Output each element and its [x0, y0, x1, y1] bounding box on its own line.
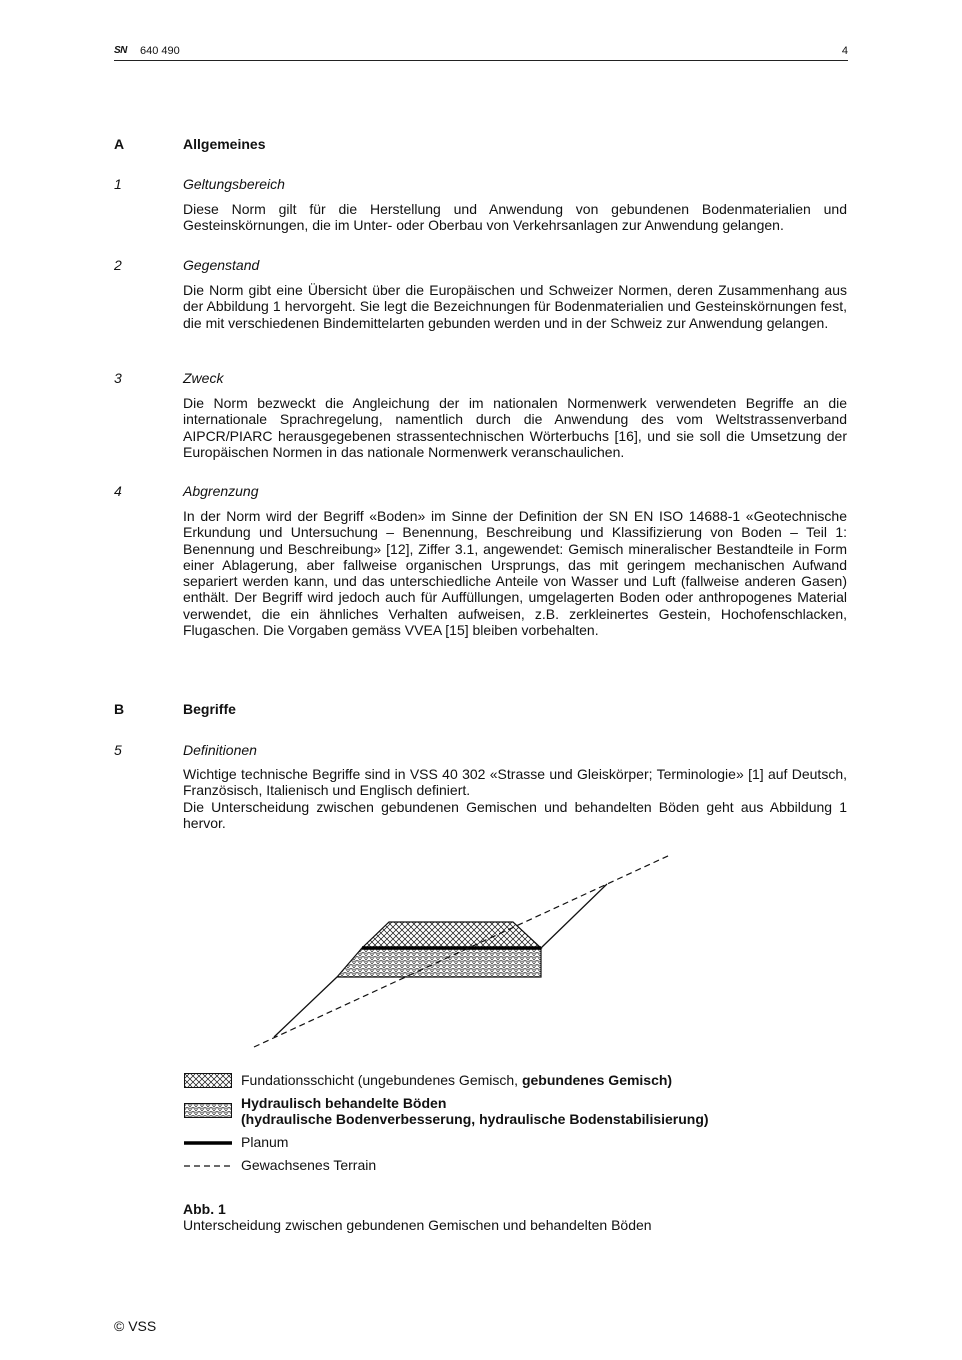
hatch-swatch — [184, 1103, 232, 1118]
subsection-number: 3 — [114, 370, 122, 386]
legend-label-foundation: Fundationsschicht (ungebundenes Gemisch, gebundenes Gemisch) — [241, 1072, 673, 1088]
subsection-number: 1 — [114, 176, 122, 192]
crosshatch-swatch — [184, 1073, 232, 1088]
paragraph-text: Die Norm bezweckt die Angleichung der im nationalen Normenwerk verwendeten Begriffe an die internationale Sprachregelung, namentlich durch die Anwendung des vom Weltstrassenverband AIPCR/PIARC herausgegebenen strassentechnischen Wörterbuchs [16], und sie soll die Umsetzung der Europäischen Normen in das nationale Normenwerk veranschaulichen. — [183, 395, 847, 460]
planum-swatch — [184, 1140, 232, 1146]
legend-label-hydraulic: Hydraulisch behandelte Böden (hydraulische Bodenverbesserung, hydraulische Bodenstabilisierung) — [241, 1095, 709, 1128]
paragraph-1 — [183, 201, 847, 234]
subsection-number: 5 — [114, 742, 122, 758]
section-letter: A — [114, 136, 125, 152]
section-title: Begriffe — [183, 701, 236, 717]
legend-label-planum: Planum — [241, 1134, 289, 1150]
paragraph-text-1: Wichtige technische Begriffe sind in VSS 40 302 «Strasse und Gleiskörper; Terminologie» [1] auf Deutsch, Französisch, Italienisch und Englisch definiert. — [183, 766, 847, 799]
legend-label-terrain: Gewachsenes Terrain — [241, 1157, 377, 1173]
paragraph-text: In der Norm wird der Begriff «Boden» im Sinne der Definition der SN EN ISO 14688-1 «Geotechnische Erkundung und Untersuchung – Benennung, Beschreibung und Klassifizierung von Boden – Teil 1: Benennung und Beschreibung» [12], Ziffer 3.1, angewendet: Gemisch mineralischer Bestandteile in Form einer Ablagerung, aber fallweise organischen Ursprungs, das mit geringem mechanischen Aufwand separiert werden kann, und das unterschiedliche Anteile von Wasser und Luft (fallweise anderen Gasen) enthält. Der Begriff wird jedoch auch für Auffüllungen, umgelagerten Boden oder anthropogenes Material verwendet, die ein ähnliches Verhalten aufweisen, z.B. zerkleinertes Gestein, Hochofenschlacken, Flugaschen. Die Vorgaben gemäss VVEA [15] bleiben vorbehalten. — [183, 508, 847, 639]
subsection-number: 2 — [114, 257, 122, 273]
paragraph-text: Diese Norm gilt für die Herstellung und Anwendung von gebundenen Bodenmaterialien und Gesteinskörnungen, die im Unter- oder Oberbau von Verkehrsanlagen zur Anwendung gelangen. — [183, 201, 847, 234]
caption-text: Unterscheidung zwischen gebundenen Gemischen und behandelten Böden — [183, 1217, 652, 1234]
section-letter: B — [114, 701, 125, 717]
copyright: © VSS — [114, 1318, 157, 1334]
embankment-right — [541, 884, 607, 948]
paragraph-3 — [183, 395, 847, 460]
section-title: Allgemeines — [183, 136, 266, 152]
paragraph-5 — [183, 766, 847, 831]
subsection-number: 4 — [114, 483, 122, 499]
subsection-title: Abgrenzung — [183, 483, 259, 499]
subsection-title: Definitionen — [183, 742, 257, 758]
paragraph-4 — [183, 508, 847, 638]
embankment-left — [274, 977, 337, 1037]
paragraph-text: Die Norm gibt eine Übersicht über die Europäischen und Schweizer Normen, deren Zusammenhang aus der Abbildung 1 hervorgeht. Sie legt die Bezeichnungen für Bodenmaterialien und Gesteinskörnungen fest, die mit verschiedenen Bindemittelarten gebunden werden und in der Schweiz zur Anwendung gelangen. — [183, 282, 847, 331]
sn-logo: SN — [114, 45, 127, 56]
foundation-layer — [362, 922, 541, 948]
paragraph-2 — [183, 282, 847, 331]
subsection-title: Gegenstand — [183, 257, 260, 273]
caption-label: Abb. 1 — [183, 1201, 226, 1217]
cross-section-figure — [240, 845, 680, 1055]
subsection-title: Geltungsbereich — [183, 176, 285, 192]
figure-caption — [183, 1201, 652, 1234]
hydraulic-layer — [337, 948, 541, 977]
page-header — [114, 44, 848, 61]
document-number: 640 490 — [140, 45, 180, 57]
paragraph-text-2: Die Unterscheidung zwischen gebundenen Gemischen und behandelten Böden geht aus Abbildung 1 hervor. — [183, 798, 847, 831]
terrain-swatch — [184, 1163, 232, 1169]
subsection-title: Zweck — [183, 370, 224, 386]
page-number: 4 — [841, 45, 848, 57]
